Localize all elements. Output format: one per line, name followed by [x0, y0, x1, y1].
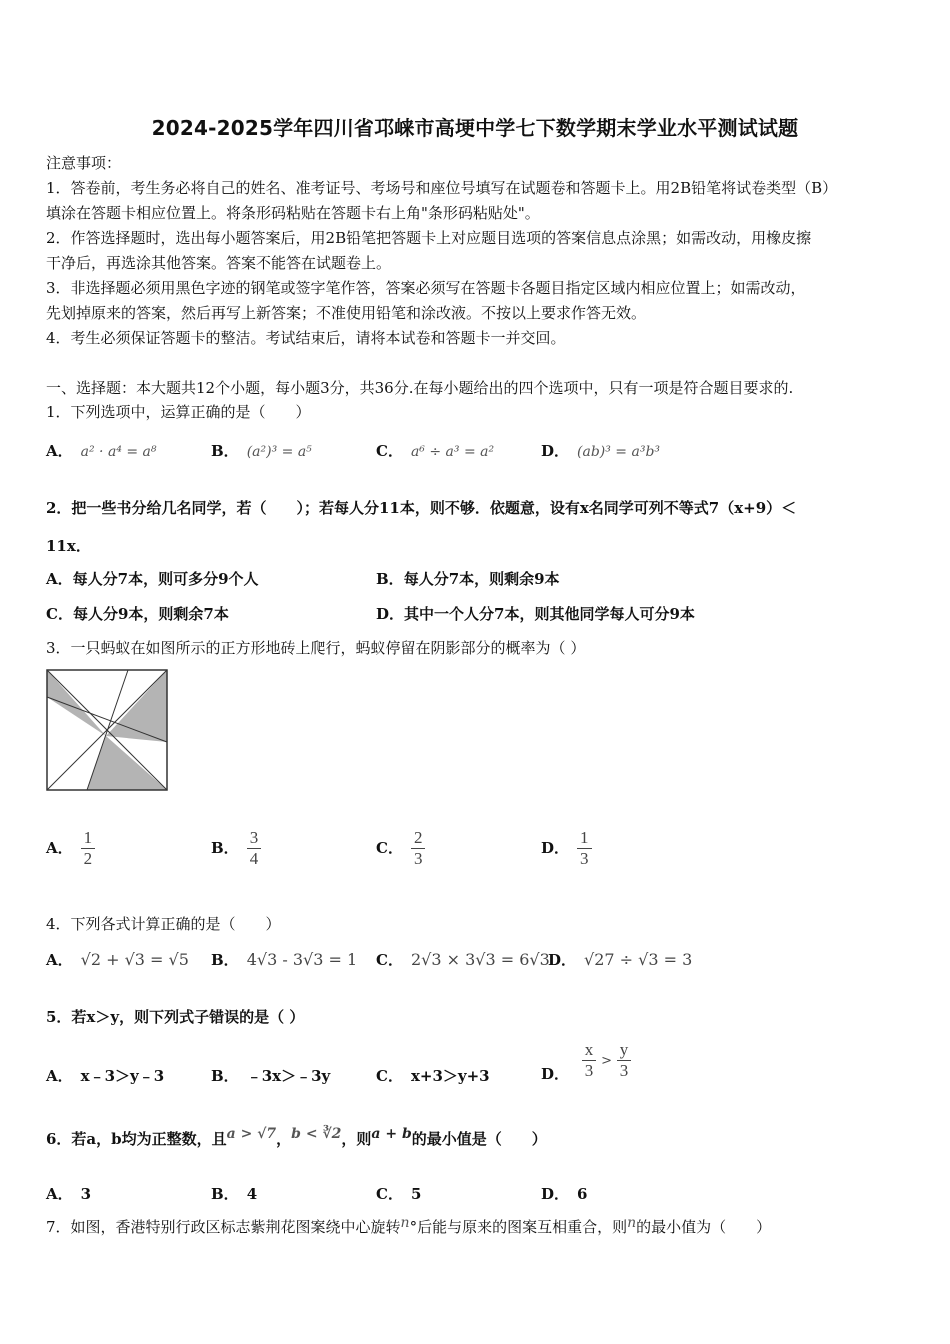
fraction: $\frac{x}{3}$ — [582, 1040, 597, 1081]
option-b[interactable]: B． 4√3 - 3√3 = 1 — [211, 950, 358, 969]
option-c[interactable]: C． a⁶ ÷ a³ = a² — [376, 442, 495, 460]
math-variable: n — [400, 1215, 410, 1231]
page-title: 2024-2025学年四川省邛崃市高埂中学七下数学期末学业水平测试试题 — [151, 116, 799, 140]
notice-line: 2．作答选择题时，选出每小题答案后，用2B铅笔把答题卡上对应题目选项的答案信息点涂黑；如需改动，用橡皮擦 — [46, 229, 812, 247]
fraction: $\frac{1}{3}$ — [577, 828, 592, 869]
math-expression: (a²)³ = a⁵ — [246, 444, 312, 460]
math-expression: a⁶ ÷ a³ = a² — [410, 444, 495, 460]
section-heading: 一、选择题：本大题共12个小题，每小题3分，共36分.在每小题给出的四个选项中，只有一项是符合题目要求的. — [46, 379, 794, 397]
question-1-options — [46, 440, 906, 480]
notice-line: 4．考生必须保证答题卡的整洁。考试结束后，请将本试卷和答题卡一并交回。 — [46, 329, 566, 347]
question-3-options — [46, 828, 906, 880]
question-2-stem-cont: 11x． — [46, 537, 91, 555]
math-expression: (ab)³ = a³b³ — [577, 444, 661, 460]
notice-line: 先划掉原来的答案，然后再写上新答案；不准使用铅笔和涂改液。不按以上要求作答无效。 — [46, 304, 647, 322]
option-c[interactable]: C． 2√3 × 3√3 = 6√3 — [376, 950, 550, 969]
option-a[interactable]: A．每人分7本，则可多分9个人 — [46, 570, 259, 588]
option-c[interactable]: C． $\frac{2}{3}$ — [376, 828, 425, 869]
option-b[interactable]: B．每人分7本，则剩余9本 — [376, 570, 560, 588]
option-d[interactable]: D． (ab)³ = a³b³ — [541, 442, 661, 460]
question-4-stem: 4．下列各式计算正确的是（ ） — [46, 915, 281, 933]
math-expression: b < ∛2 — [291, 1126, 342, 1142]
math-expression: √27 ÷ √3 = 3 — [584, 950, 693, 969]
option-b[interactable]: B． 4 — [211, 1185, 258, 1203]
option-c[interactable]: C． 5 — [376, 1185, 422, 1203]
math-expression: 4√3 - 3√3 = 1 — [246, 950, 358, 969]
notice-line: 干净后，再选涂其他答案。答案不能答在试题卷上。 — [46, 254, 392, 272]
shaded-region — [106, 670, 167, 742]
notice-heading: 注意事项： — [46, 154, 122, 172]
shaded-region — [47, 670, 106, 736]
math-expression: a + b — [371, 1126, 412, 1142]
question-2-stem: 2．把一些书分给几名同学，若（ ）；若每人分11本，则不够．依题意，设有x名同学可列不等式7（x+9）＜ — [46, 499, 797, 517]
option-d[interactable]: D． $\frac{1}{3}$ — [541, 828, 592, 869]
question-7-stem: 7．如图，香港特别行政区标志紫荆花图案绕中心旋转n°后能与原来的图案互相重合，则n的最小值为（ ） — [46, 1215, 772, 1236]
notice-line: 1．答卷前，考生务必将自己的姓名、准考证号、考场号和座位号填写在试题卷和答题卡上。用2B铅笔将试卷类型（B） — [46, 179, 838, 197]
option-a[interactable]: A． a² · a⁴ = a⁸ — [46, 442, 157, 460]
fraction: $\frac{2}{3}$ — [411, 828, 426, 869]
option-a[interactable]: A． x﹣3＞y﹣3 — [46, 1067, 165, 1085]
math-expression: 2√3 × 3√3 = 6√3 — [410, 950, 550, 969]
notice-line: 填涂在答题卡相应位置上。将条形码粘贴在答题卡右上角"条形码粘贴处"。 — [46, 204, 540, 222]
question-6-stem: 6．若a，b均为正整数，且a > √7，b < ∛2，则a + b的最小值是（ ） — [46, 1126, 547, 1148]
option-c[interactable]: C． x+3＞y+3 — [376, 1067, 490, 1085]
question-5-stem: 5．若x＞y，则下列式子错误的是（ ） — [46, 1008, 305, 1026]
option-d[interactable]: D． 6 — [541, 1185, 588, 1203]
option-a[interactable]: A． √2 + √3 = √5 — [46, 950, 189, 969]
fraction: $\frac{y}{3}$ — [617, 1040, 632, 1081]
question-3-stem: 3．一只蚂蚁在如图所示的正方形地砖上爬行，蚂蚁停留在阴影部分的概率为（ ） — [46, 639, 586, 657]
math-variable: n — [627, 1215, 637, 1231]
question-5-options — [46, 1040, 906, 1090]
shaded-region — [87, 736, 167, 790]
math-expression: a² · a⁴ = a⁸ — [80, 444, 157, 460]
math-expression: √2 + √3 = √5 — [80, 950, 189, 969]
option-a[interactable]: A． 3 — [46, 1185, 92, 1203]
option-d[interactable]: D． √27 ÷ √3 = 3 — [548, 950, 693, 969]
question-2-options-row1 — [46, 568, 906, 608]
option-d[interactable]: D． $\frac{x}{3}$ > $\frac{y}{3}$ — [541, 1040, 631, 1081]
option-b[interactable]: B． (a²)³ = a⁵ — [211, 442, 312, 460]
notice-line: 3．非选择题必须用黑色字迹的钢笔或签字笔作答，答案必须写在答题卡各题目指定区域内相应位置上；如需改动， — [46, 279, 806, 297]
option-b[interactable]: B． ﹣3x＞﹣3y — [211, 1067, 331, 1085]
option-c[interactable]: C．每人分9本，则剩余7本 — [46, 605, 229, 623]
fraction: $\frac{1}{2}$ — [81, 828, 96, 869]
fraction: $\frac{3}{4}$ — [247, 828, 262, 869]
option-d[interactable]: D．其中一个人分7本，则其他同学每人可分9本 — [376, 605, 695, 623]
square-tile-figure — [46, 669, 168, 791]
question-1-stem: 1．下列选项中，运算正确的是（ ） — [46, 403, 311, 421]
option-b[interactable]: B． $\frac{3}{4}$ — [211, 828, 261, 869]
math-expression: a > √7 — [226, 1126, 277, 1142]
option-a[interactable]: A． $\frac{1}{2}$ — [46, 828, 95, 869]
question-4-options — [46, 949, 906, 989]
